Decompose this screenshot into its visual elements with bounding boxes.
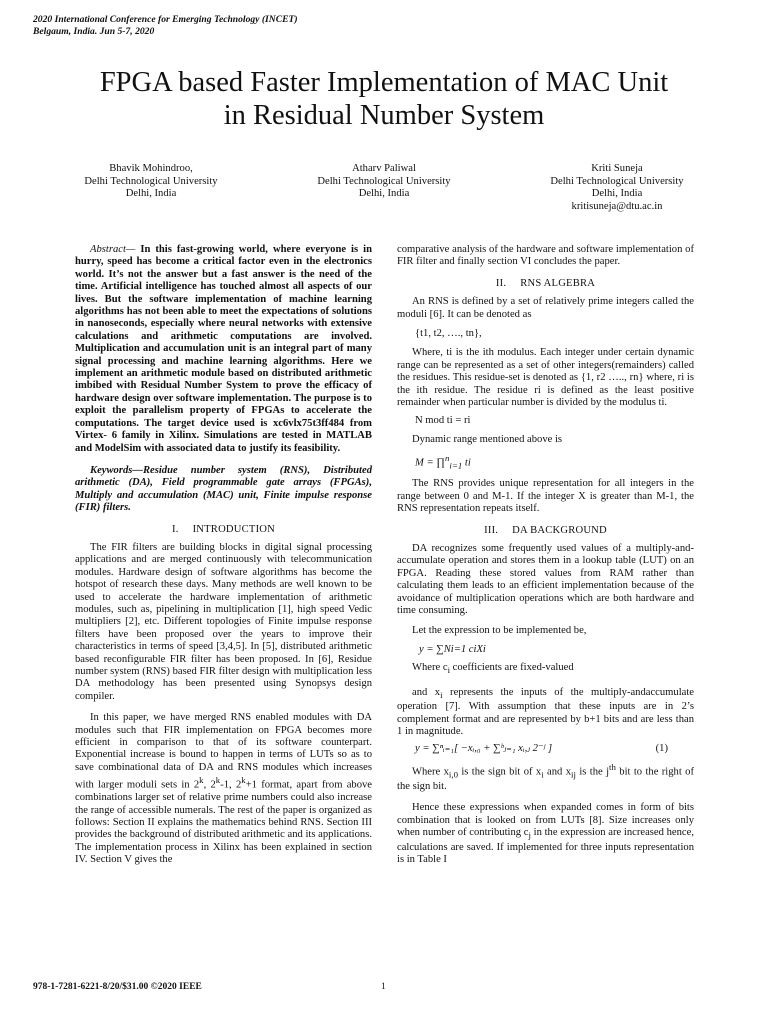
keywords-label: Keywords— bbox=[90, 464, 143, 476]
section-heading-da-background bbox=[397, 525, 694, 537]
rns-paragraph-2: Where, ti is the ith modulus. Each integer under certain dynamic range can be represented as a set of other integers(remainders) called the residues. This residue-set is denoted as {1, r2 ….., rn} where, ri is the ith residue. The residue ri is defined as the least positive remainder when particular number is divided by the modulus ti. bbox=[397, 347, 694, 409]
text-run: -1, 2 bbox=[220, 779, 242, 791]
text-run: +1 format, apart from above combinations larger set of relative prime numbers could also increase the range of accessible numerals. The rest of the paper is organized as follows: Section II explains the mathematics behind RNS. Section III provides the background of distributed arithmetic and its applications. The implementation process in Xilinx has been explained in section IV. Section V gives the bbox=[75, 779, 372, 866]
text-run: represents the inputs of the multiply-andaccumulate operation [7]. With assumption that these inputs are in 2’s complement format and are represented by b+1 bits and are less than 1 in magnitude. bbox=[397, 686, 694, 738]
subscript: ij bbox=[571, 769, 576, 780]
text-run: in the expression are increased hence, calculations are saved. If implemented for three inputs representation is in Table I bbox=[397, 827, 694, 866]
abstract-text: In this fast-growing world, where everyone is in hurry, speed has become a critical factor even in the electronics world. It’s not the answer but a fast answer is the need of the time. Artificial intelligence has touched almost all aspects of our lives. But the software implementation of machine learning algorithms has not been able to meet the expectations of solutions in nanoseconds, especially where neural networks with extensive calculations and arithmetic computations are involved. Multiplication and accumulation unit is an integral part of many signal processing and machine learning algorithms. Here we implement an arithmetic module based on distributed arithmetic imbibed with Residual Number System to prove the efficacy of hardware design over software implementation. The purpose is to exploit the parallelism property of FPGAs to accelerate the computations. The target device used is xc6vlx75t3ff484 from Virtex- 6 family in Xilinx. Simulations are tested in MATLAB and ModelSim with associated data to justify its feasibility. bbox=[75, 244, 372, 454]
text-run: and x bbox=[543, 766, 572, 778]
author-affiliation: Delhi Technological University bbox=[550, 175, 684, 187]
keywords-text: Residue number system (RNS), Distributed arithmetic (DA), Field programmable gate arrays (FPGAs), Multiply and accumulation (MAC) unit, Finite impulse response (FIR) filters. bbox=[75, 464, 372, 514]
rns-paragraph-1: An RNS is defined by a set of relatively prime integers called the moduli [6]. It can be denoted as bbox=[397, 296, 694, 320]
rns-paragraph-3: Dynamic range mentioned above is bbox=[412, 433, 563, 445]
title-line-2: in Residual Number System bbox=[223, 100, 545, 131]
equation-text: y = ∑ⁿᵢ₌₁[ −xᵢ,₀ + ∑ᵇⱼ₌₁ xᵢ,ⱼ 2⁻ʲ ] bbox=[415, 743, 553, 755]
text-run: is the j bbox=[575, 766, 610, 778]
intro-paragraph-1: The FIR filters are building blocks in digital signal processing applications and are merged continuously with telecommunication modules. Hardware design of software algorithms has become the hotspot of research these days. Many methods are well known to be used to accelerate the hardware implementation of arithmetic modules, such as, pipelining in multiplication [1], high speed Vedic multipliers [2], etc. Different topologies of Finite impulse response filters have been proposed over the years to improve their characteristics in terms of speed [3,4,5]. In [5], distributed arithmetic based reconfigurable FIR filter has been proposed. In [6], Residue number system (RNS) based FIR filter design with multiplication less DA methodology has been presented using Synopsys design compiler. bbox=[75, 541, 372, 702]
text-run: is the sign bit of x bbox=[457, 766, 542, 778]
title-line-1: FPGA based Faster Implementation of MAC Unit bbox=[99, 67, 669, 98]
superscript: k bbox=[199, 775, 204, 786]
paper-title bbox=[40, 66, 728, 132]
da-paragraph-4 bbox=[397, 687, 694, 739]
section-number: II. bbox=[495, 277, 507, 289]
subscript: i=1 bbox=[449, 460, 463, 471]
author-name: Atharv Paliwal bbox=[352, 163, 416, 174]
superscript: n bbox=[445, 453, 450, 464]
equation-text: M = ∏ bbox=[415, 457, 445, 469]
da-equation-1 bbox=[415, 743, 694, 755]
rns-equation-range bbox=[415, 452, 694, 472]
page-number: 1 bbox=[381, 982, 386, 992]
da-paragraph-1: DA recognizes some frequently used values of a multiply-and-accumulate operation and stores them in a lookup table (LUT) on an FPGA. Reading these stored values from RAM rather than calculating them leads to an efficient implementation because of the avoidance of multiplication operations which are both hardware and time consuming. bbox=[397, 542, 694, 616]
author-name: Bhavik Mohindroo, bbox=[109, 163, 193, 174]
text-run: Where c bbox=[412, 662, 448, 674]
conference-name: 2020 International Conference for Emerging Technology (INCET) bbox=[33, 14, 298, 25]
section-heading-introduction bbox=[75, 524, 372, 536]
subscript: i bbox=[541, 769, 544, 780]
da-paragraph-6 bbox=[397, 802, 694, 866]
da-paragraph-5 bbox=[397, 761, 694, 793]
author-affiliation: Delhi Technological University bbox=[84, 175, 218, 187]
subscript: j bbox=[528, 830, 531, 841]
author-location: Delhi, India bbox=[125, 188, 177, 199]
section-number: III. bbox=[484, 524, 499, 536]
rns-moduli-set: {t1, t2, …., tn}, bbox=[415, 328, 482, 340]
subscript: i bbox=[440, 689, 443, 700]
left-column bbox=[75, 244, 372, 867]
section-title: RNS ALGEBRA bbox=[520, 277, 596, 289]
author-block-3 bbox=[507, 163, 727, 213]
equation-number: (1) bbox=[655, 743, 668, 755]
author-block-1 bbox=[41, 163, 261, 201]
text-run: In this paper, we have merged RNS enabled modules with DA modules such that FIR implementation on FPGA becomes more efficient in comparison to that of its software counterpart. Exponential increase is bound to happen in terms of LUTs so as to save combinational data of DA and RNS modules which increases with larger moduli sets in 2 bbox=[75, 712, 372, 791]
conference-location: Belgaum, India. Jun 5-7, 2020 bbox=[33, 26, 155, 37]
rns-paragraph-4: The RNS provides unique representation for all integers in the range between 0 and M-1. If the integer X is greater than M-1, the RNS representation repeats itself. bbox=[397, 478, 694, 515]
equation-text: ti bbox=[462, 457, 471, 469]
abstract-label: Abstract— bbox=[90, 244, 136, 255]
abstract bbox=[75, 244, 372, 455]
superscript: k bbox=[241, 775, 246, 786]
da-paragraph-3 bbox=[397, 662, 694, 677]
keywords bbox=[75, 465, 372, 515]
intro-continuation: comparative analysis of the hardware and software implementation of FIR filter and finally section VI concludes the paper. bbox=[397, 244, 694, 268]
text-run: coefficients are fixed-valued bbox=[450, 662, 574, 674]
right-column bbox=[397, 244, 694, 866]
author-affiliation: Delhi Technological University bbox=[317, 175, 451, 187]
author-name: Kriti Suneja bbox=[591, 163, 643, 174]
author-location: Delhi, India bbox=[358, 188, 410, 199]
text-run: Where x bbox=[412, 766, 449, 778]
footer-isbn: 978-1-7281-6221-8/20/$31.00 ©2020 IEEE bbox=[33, 982, 202, 992]
text-run: , 2 bbox=[203, 779, 216, 791]
text-run: bit to the right of the sign bit. bbox=[397, 766, 694, 792]
superscript: th bbox=[609, 761, 616, 772]
author-location: Delhi, India bbox=[591, 188, 643, 199]
text-run: and x bbox=[412, 686, 441, 698]
subscript: i,0 bbox=[448, 769, 458, 780]
superscript: k bbox=[215, 775, 221, 786]
author-email[interactable]: kritisuneja@dtu.ac.in bbox=[571, 200, 663, 212]
da-equation-sum: y = ∑Ni=1 ciXi bbox=[419, 643, 486, 655]
da-paragraph-2: Let the expression to be implemented be, bbox=[412, 625, 587, 637]
section-number: I. bbox=[171, 523, 179, 535]
conference-header bbox=[33, 14, 298, 38]
section-title: DA BACKGROUND bbox=[512, 524, 607, 536]
section-title: INTRODUCTION bbox=[192, 523, 275, 535]
text-run: Hence these expressions when expanded comes in form of bits combination that is looked on from LUTs [8]. Size increases only when number of contributing c bbox=[397, 802, 694, 839]
section-heading-rns-algebra bbox=[397, 278, 694, 290]
subscript: i bbox=[447, 665, 451, 676]
intro-paragraph-2 bbox=[75, 712, 372, 866]
author-block-2 bbox=[274, 163, 494, 201]
rns-equation-mod: N mod ti = ri bbox=[415, 415, 471, 427]
